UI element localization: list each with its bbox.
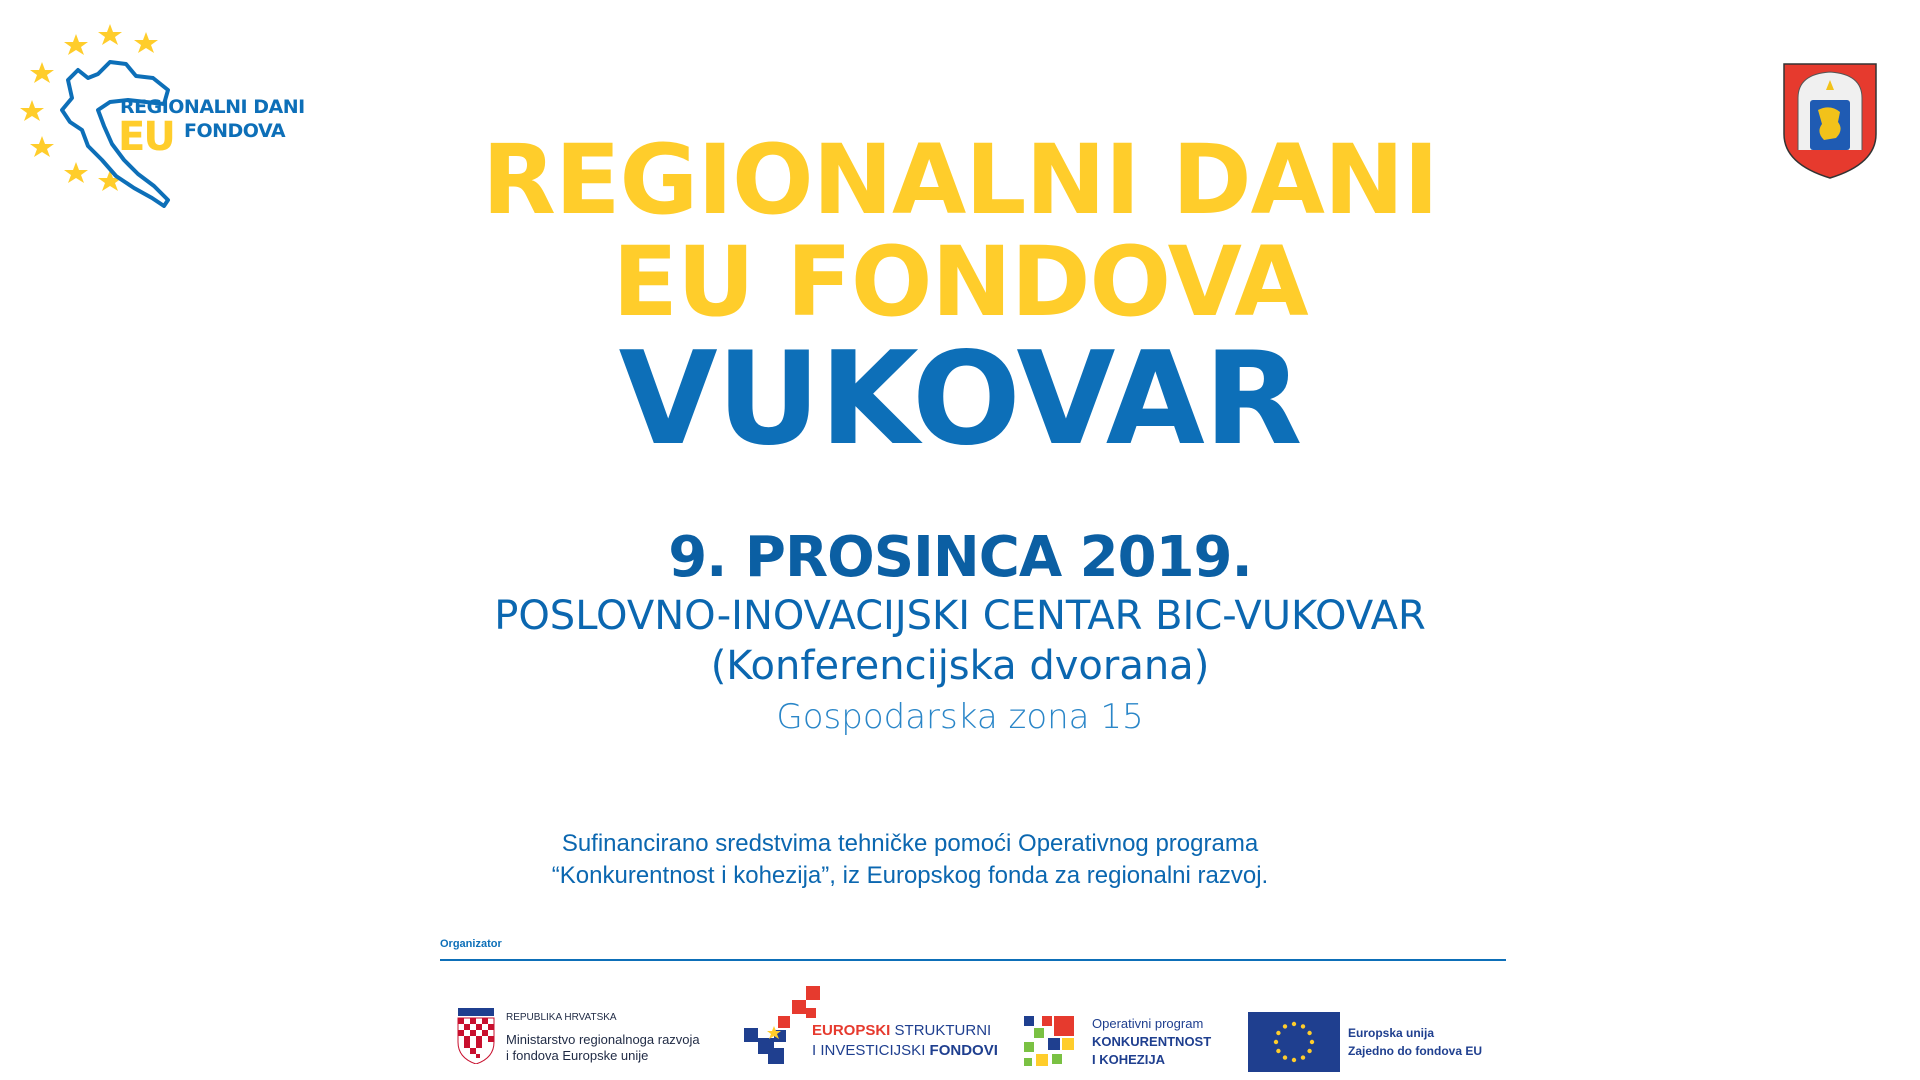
event-date: 9. PROSINCA 2019. xyxy=(668,525,1252,590)
eu-star xyxy=(1310,1040,1314,1044)
event-venue: POSLOVNO-INOVACIJSKI CENTAR BIC-VUKOVAR xyxy=(494,593,1426,639)
op-line3: I KOHEZIJA xyxy=(1092,1052,1165,1067)
eu-star xyxy=(1301,1055,1305,1059)
eu-star xyxy=(1292,1022,1296,1026)
op-line1: Operativni program xyxy=(1092,1016,1204,1031)
event-room: (Konferencijska dvorana) xyxy=(710,643,1210,689)
esif-rest2: I INVESTICIJSKI xyxy=(812,1042,930,1059)
eu-star xyxy=(1283,1024,1287,1028)
op-logo xyxy=(1024,1016,1244,1076)
esif-line2 xyxy=(812,1042,998,1059)
headline-line1: REGIONALNI DANI xyxy=(482,124,1438,236)
funding-note-line1: Sufinancirano sredstvima tehničke pomoći Operativnog programa xyxy=(561,830,1259,857)
ministry-line1: Ministarstvo regionalnoga razvoja xyxy=(506,1032,700,1047)
eu-star xyxy=(1301,1024,1305,1028)
croatian-coat-of-arms-icon xyxy=(456,1008,496,1064)
headline-line2: EU FONDOVA xyxy=(612,226,1308,338)
esif-logo xyxy=(744,986,1004,1066)
eu-logo xyxy=(1248,1012,1508,1072)
esif-line1 xyxy=(812,1022,991,1039)
organizer-label: Organizator xyxy=(440,938,502,950)
logo-line2: FONDOVA xyxy=(184,120,286,142)
logo-line1: REGIONALNI DANI xyxy=(120,96,305,118)
eu-line1: Europska unija xyxy=(1348,1026,1435,1040)
eu-star xyxy=(1307,1049,1311,1053)
eu-star xyxy=(1274,1040,1278,1044)
headline-city: VUKOVAR xyxy=(618,325,1302,474)
eu-line2: Zajedno do fondova EU xyxy=(1348,1044,1482,1058)
eu-star xyxy=(1292,1058,1296,1062)
op-line2: KONKURENTNOST xyxy=(1092,1034,1212,1049)
op-mosaic-icon xyxy=(1024,1016,1076,1068)
ministry-country: REPUBLIKA HRVATSKA xyxy=(506,1012,617,1023)
esif-bold2: FONDOVI xyxy=(929,1042,998,1059)
footer-divider xyxy=(440,959,1506,961)
eu-star xyxy=(1276,1049,1280,1053)
funding-note-line2: “Konkurentnost i kohezija”, iz Europskog fonda za regionalni razvoj. xyxy=(551,862,1269,889)
eu-star xyxy=(1283,1055,1287,1059)
event-address: Gospodarska zona 15 xyxy=(776,697,1144,737)
logo-eu: EU xyxy=(118,114,174,160)
esif-rest1: STRUKTURNI xyxy=(890,1022,992,1039)
eu-star xyxy=(1307,1031,1311,1035)
eu-star xyxy=(1276,1031,1280,1035)
esif-bold1: EUROPSKI xyxy=(812,1022,891,1039)
ministry-line2: i fondova Europske unije xyxy=(506,1048,649,1063)
ministry-logo xyxy=(456,1008,716,1068)
eu-flag-icon xyxy=(1248,1012,1340,1072)
